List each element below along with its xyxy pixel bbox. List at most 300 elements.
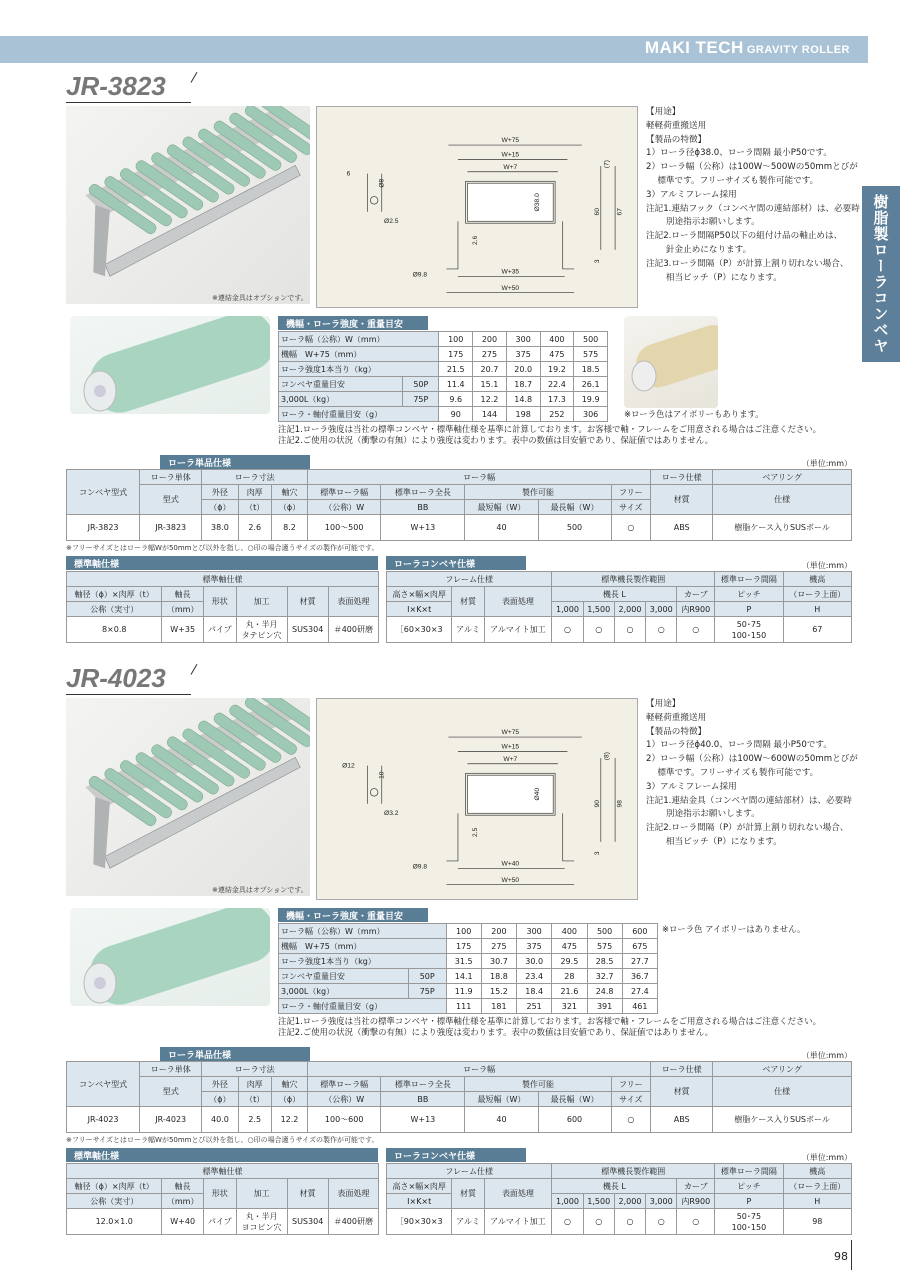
table-cell: 12.0×1.0: [67, 1209, 162, 1235]
table-cell: 機高: [783, 1164, 851, 1179]
table-cell: 18.4: [517, 984, 552, 999]
table-cell: 675: [622, 939, 657, 954]
product-section: [0, 592, 900, 1232]
table-cell: ピッチ: [715, 587, 783, 602]
table-cell: ○: [583, 617, 614, 643]
table-cell: 251: [517, 999, 552, 1014]
model-slash: [191, 664, 198, 675]
shaft-spec-table: [66, 1163, 379, 1235]
table-cell: 標準機長製作範囲: [552, 572, 715, 587]
unit-label: （単位:mm）: [801, 1051, 852, 1060]
table-row: [67, 1062, 852, 1077]
table-cell: ［90×30×3: [387, 1209, 452, 1235]
table-cell: 144: [473, 407, 507, 422]
table-cell: （t）: [238, 1092, 271, 1107]
table-cell: 材質: [287, 587, 328, 617]
table-cell: 外径: [202, 485, 238, 500]
free-size-note: ※フリーサイズとはローラ幅Wが50mmとび以外を指し、○印の場合適うサイズの製作が可能です。: [66, 544, 379, 552]
svg-text:Ø9.8: Ø9.8: [412, 271, 428, 279]
model-slash: [191, 72, 198, 83]
table-cell: ○: [677, 617, 715, 643]
table-cell: カーブ: [677, 587, 715, 602]
table-cell: ローラ強度1本当り（kg）: [279, 362, 439, 377]
table-cell: 軸穴: [271, 485, 307, 500]
table-cell: 公称（実寸）: [67, 1194, 162, 1209]
feature-line: 2）ローラ幅（公称）は100W～500Wの50mmとびが: [646, 162, 858, 173]
table-cell: 15.2: [481, 984, 516, 999]
footnote: 注記1.ローラ強度は当社の標準コンベヤ・標準軸仕様を基準に計算しております。お客様で軸・フレームをご用意される場合はご注意ください。: [278, 1016, 821, 1026]
table-cell: 材質: [452, 1179, 484, 1209]
table-cell: 高さ×幅×肉厚: [387, 587, 452, 602]
table-cell: 252: [540, 407, 574, 422]
table-cell: 3,000L（kg）: [279, 392, 403, 407]
table-cell: 275: [481, 939, 516, 954]
strength-title: 機幅・ローラ強度・重量目安: [278, 316, 428, 330]
table-cell: 2,000: [614, 602, 645, 617]
table-cell: 100: [439, 332, 473, 347]
table-cell: 75P: [403, 392, 439, 407]
table-cell: 樹脂ケース入りSUSボール: [713, 1107, 852, 1133]
table-cell: 23.4: [517, 969, 552, 984]
table-row: [67, 572, 379, 587]
svg-text:90: 90: [593, 800, 601, 808]
table-cell: 表面処理: [484, 1179, 552, 1209]
product-features: [646, 698, 858, 850]
table-cell: 3,000: [646, 1194, 677, 1209]
cell-text: MAKI TECH: [644, 38, 744, 57]
table-cell: ＃400研磨: [328, 617, 378, 643]
table-cell: 175: [439, 347, 473, 362]
table-cell: JR-3823: [140, 515, 202, 541]
table-cell: 軸穴: [271, 1077, 307, 1092]
table-cell: [715, 1209, 783, 1235]
unit-label: （単位:mm）: [801, 1153, 852, 1162]
table-cell: コンベヤ型式: [67, 1062, 140, 1107]
feature-line: 軽軽荷重搬送用: [646, 120, 707, 131]
svg-text:W+15: W+15: [501, 743, 520, 751]
table-cell: 12.2: [473, 392, 507, 407]
table-cell: ○: [646, 617, 677, 643]
table-cell: 18.5: [574, 362, 608, 377]
svg-text:Ø9.8: Ø9.8: [412, 863, 428, 871]
table-cell: アルミ: [452, 617, 484, 643]
table-cell: 機高: [783, 572, 851, 587]
table-cell: 最短幅（W）: [465, 1092, 538, 1107]
svg-text:W+15: W+15: [501, 151, 520, 159]
table-cell: パイプ: [203, 617, 236, 643]
cell-text: ヨコピン穴: [241, 1222, 282, 1232]
table-cell: 形状: [203, 587, 236, 617]
table-cell: 100: [446, 924, 481, 939]
table-cell: 175: [446, 939, 481, 954]
table-cell: 28.5: [587, 954, 622, 969]
svg-text:6: 6: [346, 170, 351, 178]
feature-line: 軽軽荷重搬送用: [646, 712, 707, 723]
cell-text: 50･75: [736, 1211, 762, 1221]
footnote: 注記2.ご使用の状況（衝撃の有無）により強度は変わります。表中の数値は目安値であり、保証値ではありません。: [278, 435, 713, 445]
table-row: [67, 1077, 852, 1092]
svg-text:Ø3.2: Ø3.2: [384, 810, 399, 818]
cell-text: 丸・半月: [245, 619, 278, 629]
table-cell: ローラ単体: [140, 470, 202, 485]
table-cell: 2,000: [614, 1194, 645, 1209]
table-cell: 461: [622, 999, 657, 1014]
roller-color-note: ※ローラ色はアイボリーもあります。: [624, 409, 764, 419]
table-cell: ローラ・軸付重量目安（g）: [279, 407, 439, 422]
table-cell: 公称（実寸）: [67, 602, 162, 617]
roller-ivory-photo: [624, 316, 718, 408]
table-cell: 18.8: [481, 969, 516, 984]
cell-text: 100･150: [731, 630, 767, 640]
table-cell: 機幅 W+75（mm）: [279, 939, 447, 954]
table-cell: ○: [552, 1209, 583, 1235]
model-underline: [66, 694, 191, 695]
feature-line: 注記2.ローラ間隔P50以下の組付け品の軸止めは、: [646, 231, 843, 242]
model-underline: [66, 102, 191, 103]
table-cell: カーブ: [677, 1179, 715, 1194]
svg-text:60: 60: [593, 208, 601, 216]
shaft-spec-title: 標準軸仕様: [66, 556, 378, 570]
side-tab: 樹脂製ローラコンベヤ: [862, 186, 900, 362]
feature-line: 別途指示お願いします。: [646, 809, 760, 820]
roller-spec-table: [66, 1061, 852, 1133]
svg-text:W+40: W+40: [501, 860, 520, 868]
table-cell: アルミ: [452, 1209, 484, 1235]
table-row: [279, 407, 608, 422]
table-cell: 1,000: [552, 602, 583, 617]
table-cell: ＃400研磨: [328, 1209, 378, 1235]
table-cell: 475: [552, 939, 587, 954]
table-cell: 標準軸仕様: [67, 1164, 379, 1179]
dimension-drawing: [316, 106, 638, 308]
table-cell: 最長幅（W）: [538, 1092, 611, 1107]
table-cell: （t）: [238, 500, 271, 515]
table-cell: 内R900: [677, 1194, 715, 1209]
table-cell: 12.2: [271, 1107, 307, 1133]
table-cell: ○: [677, 1209, 715, 1235]
table-cell: 仕様: [713, 485, 852, 515]
roller-spec-table: [66, 469, 852, 541]
table-cell: 加工: [236, 587, 287, 617]
table-cell: ローラ寸法: [202, 470, 308, 485]
model-title: JR-3823: [66, 71, 166, 101]
table-cell: W+40: [162, 1209, 204, 1235]
svg-text:(8): (8): [603, 752, 611, 761]
conveyor-spec-table: [386, 1163, 852, 1235]
table-cell: ローラ・軸付重量目安（g）: [279, 999, 447, 1014]
table-cell: I×K×t: [387, 602, 452, 617]
table-cell: [236, 1209, 287, 1235]
table-cell: 24.8: [587, 984, 622, 999]
table-cell: 198: [506, 407, 540, 422]
roller-color-note: ※ローラ色 アイボリーはありません。: [662, 924, 806, 934]
table-cell: 標準機長製作範囲: [552, 1164, 715, 1179]
table-cell: ローラ幅: [308, 470, 651, 485]
svg-text:Ø12: Ø12: [342, 762, 355, 770]
table-cell: 8.2: [271, 515, 307, 541]
table-cell: ○: [646, 1209, 677, 1235]
feature-line: 標準です。フリーサイズも製作可能です。: [646, 175, 819, 186]
dimension-drawing: [316, 698, 638, 900]
table-cell: 最長幅（W）: [538, 500, 611, 515]
table-cell: ベアリング: [713, 1062, 852, 1077]
table-cell: 8×0.8: [67, 617, 162, 643]
table-cell: サイズ: [611, 500, 651, 515]
table-cell: 400: [540, 332, 574, 347]
table-cell: 21.5: [439, 362, 473, 377]
table-cell: 575: [587, 939, 622, 954]
svg-text:2.5: 2.5: [472, 827, 479, 837]
table-cell: 材質: [287, 1179, 328, 1209]
table-cell: ローラ仕様: [651, 1062, 713, 1077]
strength-table: [278, 923, 658, 1014]
svg-text:W+35: W+35: [501, 268, 520, 276]
unit-label: （単位:mm）: [801, 459, 852, 468]
table-cell: W+13: [381, 1107, 465, 1133]
table-cell: 50P: [403, 377, 439, 392]
svg-text:67: 67: [616, 208, 624, 216]
table-cell: 475: [540, 347, 574, 362]
product-photo: [66, 106, 310, 304]
svg-text:2.6: 2.6: [472, 235, 479, 245]
table-cell: 9.6: [439, 392, 473, 407]
page-number: 98: [834, 1250, 848, 1263]
table-cell: P: [715, 1194, 783, 1209]
photo-note: ※連結金具はオプションです。: [212, 294, 308, 302]
table-cell: 製作可能: [465, 485, 611, 500]
table-row: [67, 1209, 379, 1235]
feature-line: 相当ピッチ（P）になります。: [646, 836, 782, 847]
feature-line: 注記2.ローラ間隔（P）が計算上割り切れない場合、: [646, 823, 849, 834]
table-cell: 2.6: [238, 515, 271, 541]
table-cell: 600: [538, 1107, 611, 1133]
table-cell: 仕様: [713, 1077, 852, 1107]
table-cell: SUS304: [287, 617, 328, 643]
table-cell: 軸長: [162, 1179, 204, 1194]
table-cell: 1,500: [583, 1194, 614, 1209]
table-cell: 275: [473, 347, 507, 362]
table-cell: 材質: [651, 1077, 713, 1107]
page-rule: [851, 1240, 852, 1270]
table-cell: 製作可能: [465, 1077, 611, 1092]
conveyor-spec-title: ローラコンベヤ仕様: [386, 1148, 526, 1162]
svg-text:98: 98: [616, 800, 624, 808]
table-cell: 36.7: [622, 969, 657, 984]
table-cell: H: [783, 1194, 851, 1209]
table-cell: ピッチ: [715, 1179, 783, 1194]
feature-line: 1）ローラ径ϕ40.0、ローラ間隔 最小P50です。: [646, 740, 832, 751]
table-cell: 材質: [452, 587, 484, 617]
roller-spec-title: ローラ単品仕様: [160, 1047, 310, 1061]
table-cell: 17.3: [540, 392, 574, 407]
table-cell: 20.7: [473, 362, 507, 377]
table-cell: 306: [574, 407, 608, 422]
svg-text:Ø38.0: Ø38.0: [533, 193, 541, 212]
table-cell: フリー: [611, 485, 651, 500]
roller-photo: [70, 908, 270, 1006]
footnote: 注記2.ご使用の状況（衝撃の有無）により強度は変わります。表中の数値は目安値であり、保証値ではありません。: [278, 1027, 713, 1037]
table-cell: 400: [552, 924, 587, 939]
table-cell: 表面処理: [328, 587, 378, 617]
table-cell: BB: [381, 500, 465, 515]
table-cell: 機幅 W+75（mm）: [279, 347, 439, 362]
table-row: [279, 362, 608, 377]
svg-text:Ø2.5: Ø2.5: [384, 218, 399, 226]
table-cell: 300: [517, 924, 552, 939]
svg-text:W+75: W+75: [501, 729, 520, 737]
table-cell: 20.0: [506, 362, 540, 377]
table-cell: ○: [614, 1209, 645, 1235]
roller-photo: [70, 316, 270, 414]
table-cell: （ローラ上面）: [783, 1179, 851, 1194]
feature-line: 【製品の特徴】: [646, 134, 707, 145]
table-row: [279, 924, 658, 939]
table-cell: 樹脂ケース入りSUSボール: [713, 515, 852, 541]
table-row: [67, 515, 852, 541]
table-cell: 27.7: [622, 954, 657, 969]
svg-text:10: 10: [378, 771, 386, 779]
table-cell: フレーム仕様: [387, 1164, 552, 1179]
table-cell: パイプ: [203, 1209, 236, 1235]
table-cell: 3,000L（kg）: [279, 984, 409, 999]
table-row: [387, 572, 852, 587]
feature-line: 針金止めになります。: [646, 244, 752, 255]
table-cell: 40: [465, 515, 538, 541]
table-cell: 1,500: [583, 602, 614, 617]
svg-text:3: 3: [593, 851, 601, 856]
table-cell: （ϕ）: [271, 1092, 307, 1107]
svg-text:(7): (7): [603, 160, 611, 169]
table-row: [279, 984, 658, 999]
table-row: [67, 1179, 379, 1194]
table-cell: 500: [587, 924, 622, 939]
table-cell: BB: [381, 1092, 465, 1107]
cell-text: 50･75: [736, 619, 762, 629]
cell-text: 丸・半月: [245, 1211, 278, 1221]
table-cell: W+13: [381, 515, 465, 541]
cell-text: タテピン穴: [241, 630, 282, 640]
table-cell: 表面処理: [484, 587, 552, 617]
table-cell: 15.1: [473, 377, 507, 392]
table-cell: ローラ寸法: [202, 1062, 308, 1077]
table-cell: 標準ローラ幅: [308, 485, 381, 500]
table-cell: 32.7: [587, 969, 622, 984]
strength-table: [278, 331, 608, 422]
table-cell: 375: [517, 939, 552, 954]
table-cell: コンベヤ型式: [67, 470, 140, 515]
table-cell: 500: [538, 515, 611, 541]
table-cell: ABS: [651, 1107, 713, 1133]
table-cell: 200: [481, 924, 516, 939]
table-cell: W+35: [162, 617, 204, 643]
table-cell: （ϕ）: [202, 1092, 238, 1107]
table-row: [279, 377, 608, 392]
table-cell: 30.7: [481, 954, 516, 969]
table-cell: 28: [552, 969, 587, 984]
table-cell: 38.0: [202, 515, 238, 541]
table-cell: JR-4023: [140, 1107, 202, 1133]
table-cell: 1,000: [552, 1194, 583, 1209]
svg-text:W+7: W+7: [503, 163, 518, 171]
cell-text: GRAVITY ROLLER: [746, 44, 850, 56]
table-cell: 軸長: [162, 587, 204, 602]
table-cell: ローラ幅（公称）W（mm）: [279, 332, 439, 347]
table-cell: 11.4: [439, 377, 473, 392]
table-cell: 19.9: [574, 392, 608, 407]
product-features: [646, 106, 860, 285]
table-cell: 2.5: [238, 1107, 271, 1133]
product-photo: [66, 698, 310, 896]
table-cell: 肉厚: [238, 1077, 271, 1092]
table-row: [279, 347, 608, 362]
roller-spec-title: ローラ単品仕様: [160, 455, 310, 469]
table-cell: 形状: [203, 1179, 236, 1209]
table-cell: 材質: [651, 485, 713, 515]
conveyor-spec-title: ローラコンベヤ仕様: [386, 556, 526, 570]
feature-line: 1）ローラ径ϕ38.0、ローラ間隔 最小P50です。: [646, 148, 832, 159]
table-cell: 40.0: [202, 1107, 238, 1133]
table-cell: JR-3823: [67, 515, 140, 541]
table-cell: 19.2: [540, 362, 574, 377]
feature-line: 別途指示お願いします。: [646, 217, 760, 228]
table-cell: ローラ単体: [140, 1062, 202, 1077]
feature-line: 3）アルミフレーム採用: [646, 189, 737, 200]
table-cell: 高さ×幅×肉厚: [387, 1179, 452, 1194]
table-cell: H: [783, 602, 851, 617]
table-cell: （公称）W: [308, 1092, 381, 1107]
svg-text:W+7: W+7: [503, 755, 518, 763]
table-cell: （ϕ）: [271, 500, 307, 515]
table-cell: 111: [446, 999, 481, 1014]
footnote: 注記1.ローラ強度は当社の標準コンベヤ・標準軸仕様を基準に計算しております。お客様で軸・フレームをご用意される場合はご注意ください。: [278, 424, 821, 434]
table-cell: P: [715, 602, 783, 617]
svg-text:Ø8: Ø8: [378, 178, 386, 188]
table-cell: 表面処理: [328, 1179, 378, 1209]
feature-line: 【用途】: [646, 699, 681, 709]
svg-text:W+50: W+50: [501, 284, 520, 292]
table-cell: 外径: [202, 1077, 238, 1092]
table-cell: ローラ強度1本当り（kg）: [279, 954, 447, 969]
table-cell: 391: [587, 999, 622, 1014]
table-cell: ローラ幅（公称）W（mm）: [279, 924, 447, 939]
shaft-spec-title: 標準軸仕様: [66, 1148, 378, 1162]
unit-label: （単位:mm）: [801, 561, 852, 570]
table-cell: 50P: [408, 969, 446, 984]
table-cell: フレーム仕様: [387, 572, 552, 587]
table-cell: コンベヤ重量目安: [279, 377, 403, 392]
table-cell: 100～500: [308, 515, 381, 541]
table-cell: サイズ: [611, 1092, 651, 1107]
table-cell: （mm）: [162, 1194, 204, 1209]
table-row: [67, 485, 852, 500]
feature-line: 【用途】: [646, 107, 681, 117]
table-cell: 300: [506, 332, 540, 347]
table-cell: 軸径（ϕ）×肉厚（t）: [67, 1179, 162, 1194]
table-cell: （ローラ上面）: [783, 587, 851, 602]
table-cell: 標準ローラ間隔: [715, 1164, 783, 1179]
table-cell: 機長 L: [552, 587, 677, 602]
feature-line: 注記3.ローラ間隔（P）が計算上割り切れない場合、: [646, 258, 849, 269]
table-cell: 軸径（ϕ）×肉厚（t）: [67, 587, 162, 602]
table-cell: 40: [465, 1107, 538, 1133]
feature-line: 3）アルミフレーム採用: [646, 781, 737, 792]
table-cell: JR-4023: [67, 1107, 140, 1133]
table-cell: 最短幅（W）: [465, 500, 538, 515]
table-cell: ○: [614, 617, 645, 643]
table-row: [279, 939, 658, 954]
table-cell: 肉厚: [238, 485, 271, 500]
table-cell: 26.1: [574, 377, 608, 392]
